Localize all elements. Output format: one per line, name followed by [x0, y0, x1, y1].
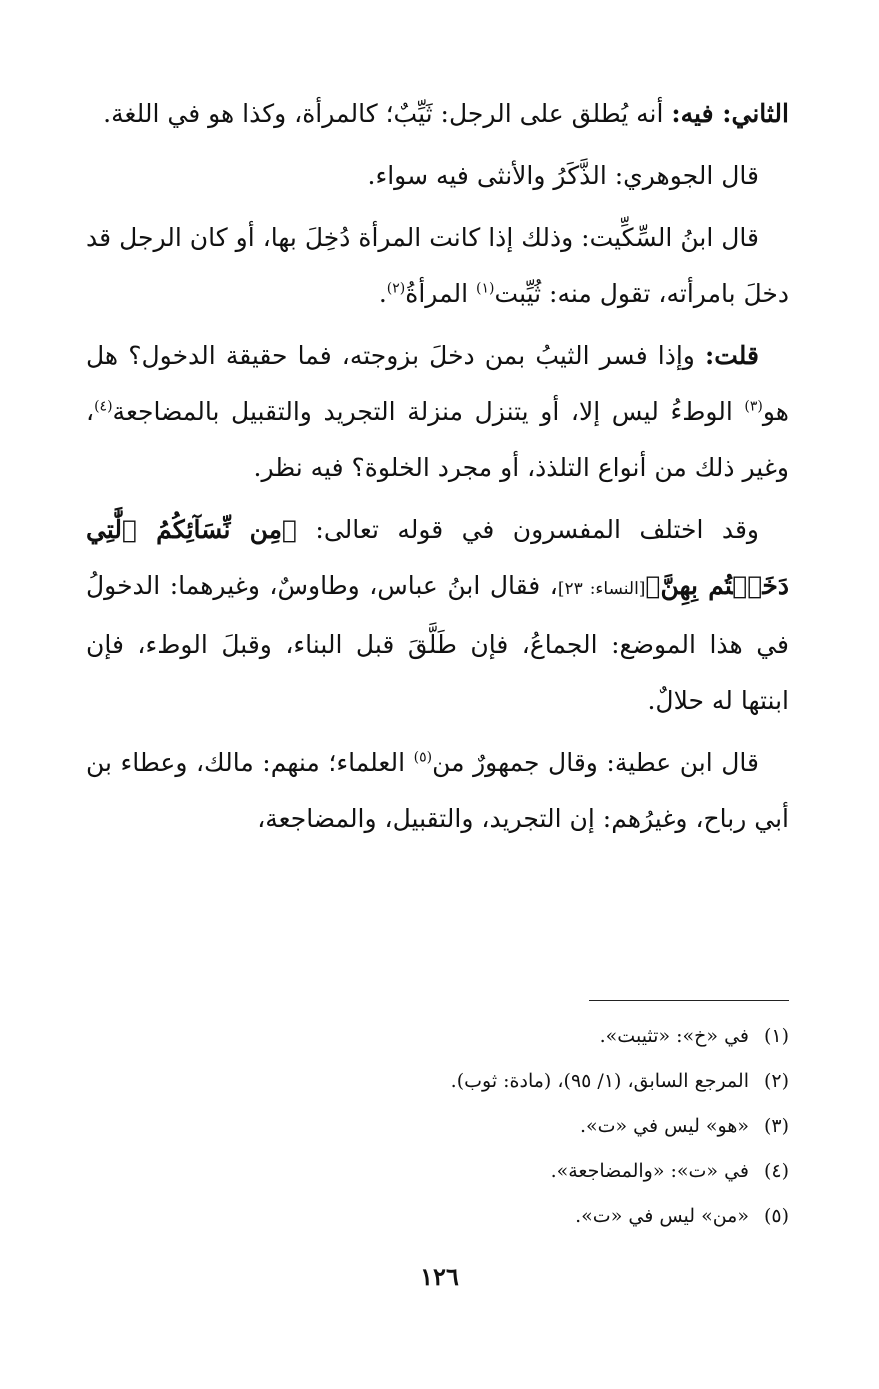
paragraph-text: ، فقال ابنُ عباس، وطاوسٌ، وغيرهما: الدخولُ في هذا الموضع: الجماعُ، فإن طَلَّقَ قبل البناء، وقبلَ الوطء، فإن ابنتها له حلالٌ. [86, 571, 789, 715]
paragraph-text: قال ابن عطية: وقال جمهورٌ من [432, 748, 759, 777]
paragraph-3 [86, 210, 789, 322]
paragraph-text: ، وغير ذلك من أنواع التلذذ، أو مجرد الخلوة؟ فيه نظر. [86, 397, 789, 482]
paragraph-text: . [378, 279, 387, 308]
footnote-ref-1[interactable]: (١) [476, 280, 495, 297]
paragraph-text: قال الجوهري: الذَّكَرُ والأنثى فيه سواء. [367, 161, 759, 190]
paragraph-1 [86, 86, 789, 142]
footnotes-list [86, 1014, 789, 1239]
footnote-text: «من» ليس في «ت». [575, 1205, 749, 1227]
footnote-item [86, 1194, 789, 1239]
paragraph-lead: الثاني: فيه: [671, 99, 789, 128]
footnote-number: (٤) [763, 1160, 789, 1182]
paragraph-text: الوطءُ ليس إلا، أو يتنزل منزلة التجريد والتقبيل بالمضاجعة [112, 397, 745, 426]
paragraph-text: وقد اختلف المفسرون في قوله تعالى: [297, 515, 759, 544]
page-number: ١٢٦ [420, 1262, 459, 1291]
footnote-number: (٢) [763, 1070, 789, 1092]
footnote-ref-4[interactable]: (٤) [94, 398, 113, 415]
footnote-number: (١) [763, 1025, 789, 1047]
paragraph-text: وإذا فسر الثيبُ بمن دخلَ بزوجته، فما حقيقة الدخول؟ هل هو [86, 341, 789, 426]
main-text [86, 86, 789, 853]
footnote-text: «هو» ليس في «ت». [579, 1115, 749, 1137]
paragraph-6 [86, 735, 789, 847]
footnote-ref-3[interactable]: (٣) [744, 398, 763, 415]
footnote-item [86, 1059, 789, 1104]
footnote-text: في «خ»: «تثيبت». [599, 1025, 749, 1047]
footnote-item [86, 1104, 789, 1149]
paragraph-text: العلماء؛ منهم: مالك، وعطاء بن أبي رباح، وغيرُهم: إن التجريد، والتقبيل، والمضاجعة، [86, 748, 789, 833]
paragraph-4 [86, 328, 789, 496]
footnote-text: المرجع السابق، (١/ ٩٥)، (مادة: ثوب). [450, 1070, 749, 1092]
footnote-item [86, 1014, 789, 1059]
footnote-divider [589, 1000, 789, 1001]
verse-reference: [النساء: ٢٣] [557, 579, 646, 599]
paragraph-text: المرأةُ [405, 279, 477, 308]
footnote-ref-2[interactable]: (٢) [386, 280, 406, 297]
paragraph-5 [86, 502, 789, 729]
paragraph-text: قال ابنُ السِّكِّيت: وذلك إذا كانت المرأة دُخِلَ بها، أو كان الرجل قد دخلَ بامرأته، تقول منه: ثُيِّبت [86, 223, 789, 308]
footnote-item [86, 1149, 789, 1194]
paragraph-lead: قلت: [704, 341, 759, 370]
quran-verse: ﴿مِن نِّسَآئِكُمُ ٱلَّٰتِي دَخَلۡتُم بِهِنَّ﴾ [86, 515, 790, 600]
footnote-number: (٣) [763, 1115, 789, 1137]
footnote-number: (٥) [763, 1205, 789, 1227]
paragraph-text: أنه يُطلق على الرجل: ثَيِّبٌ؛ كالمرأة، وكذا هو في اللغة. [103, 99, 672, 128]
footnote-ref-5[interactable]: (٥) [413, 749, 433, 766]
footnote-text: في «ت»: «والمضاجعة». [550, 1160, 749, 1182]
paragraph-2 [86, 148, 789, 204]
